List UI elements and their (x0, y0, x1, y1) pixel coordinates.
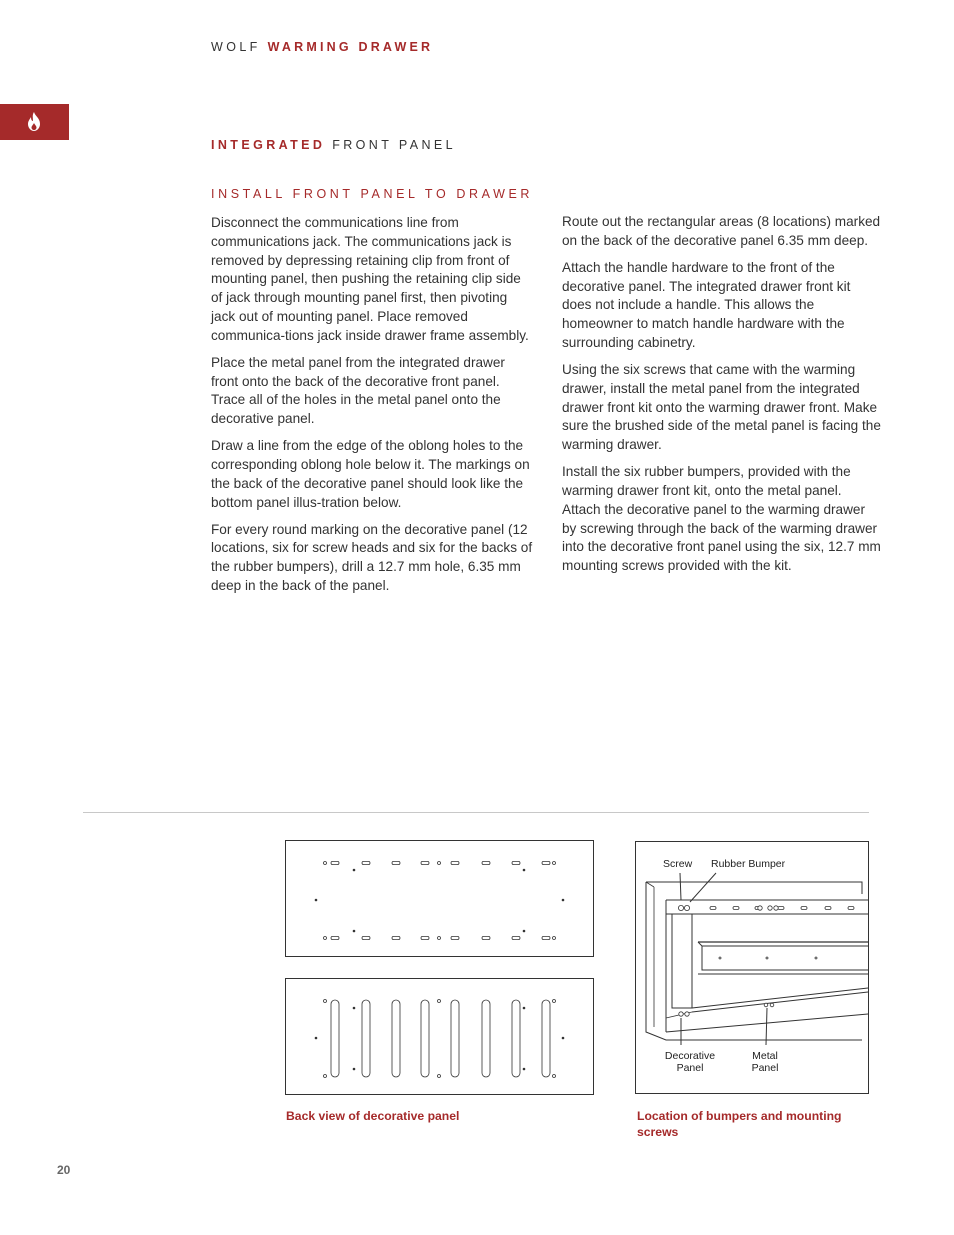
bumper-slot (848, 907, 854, 910)
label-metal: Metal (752, 1050, 778, 1062)
label-decorative-panel: Panel (676, 1062, 704, 1074)
screw-hole (770, 1003, 774, 1007)
routed-area (362, 1000, 370, 1077)
oblong-hole (421, 936, 429, 939)
bumper-slot (710, 907, 716, 910)
round-hole (438, 862, 441, 865)
section-tab (0, 104, 69, 140)
round-hole (324, 937, 327, 940)
routed-area (392, 1000, 400, 1077)
left-column (211, 214, 533, 604)
label-rubber-bumper: Rubber Bumper (711, 858, 786, 870)
label-metal-panel: Panel (751, 1062, 779, 1074)
paragraph: For every round marking on the decorative panel (12 locations, six for screw heads and six for the backs of the rubber bumpers), drill a 12.7 mm hole, 6.35 mm deep in the back of the panel. (211, 521, 533, 593)
paragraph: Draw a line from the edge of the oblong holes to the corresponding oblong hole below it. The markings on the back of the decorative panel should look like the bottom panel illus-tration below. (211, 438, 530, 510)
divider-rule (83, 812, 869, 813)
running-header (211, 40, 433, 54)
screw-hole (684, 905, 689, 910)
paragraph: Disconnect the communications line from communications jack. The communications jack is removed by depressing retaining clip from front of mounting panel, then pushing the retaining clip side of jack through mounting panel first, then pivoting jack out of mounting panel. Place removed communica-tions jack inside drawer frame assembly. (211, 215, 529, 343)
screw-hole (768, 906, 772, 910)
rail-mark (815, 957, 817, 959)
oblong-hole (331, 936, 339, 939)
oblong-hole (482, 861, 490, 864)
oblong-hole (512, 861, 520, 864)
round-hole (438, 1075, 441, 1078)
section-title-accent: INTEGRATED (211, 138, 326, 152)
oblong-hole (331, 861, 339, 864)
routed-area (482, 1000, 490, 1077)
mark-dot (523, 930, 526, 933)
bumper-slot (801, 907, 807, 910)
rail-mark (766, 957, 768, 959)
oblong-hole (421, 861, 429, 864)
oblong-hole (392, 936, 400, 939)
paragraph: Using the six screws that came with the warming drawer, install the metal panel from the integrated drawer front kit onto the warming drawer front. Make sure the brushed side of the metal panel is facing the warming drawer. (562, 361, 881, 453)
screw-hole (685, 1012, 689, 1016)
bumper-slot (825, 907, 831, 910)
right-column (562, 213, 882, 584)
oblong-hole (542, 936, 550, 939)
round-hole (553, 937, 556, 940)
screw-hole (774, 906, 778, 910)
paragraph: Install the six rubber bumpers, provided with the warming drawer front kit, onto the metal panel. Attach the decorative panel to the warming drawer by screwing through the back of the warming drawer into the decorative front panel using the six, 12.7 mm mounting screws provided with the kit. (562, 464, 881, 574)
flame-icon (27, 112, 41, 131)
oblong-hole (392, 861, 400, 864)
bumper-slot (733, 907, 739, 910)
mark-dot (562, 1037, 565, 1040)
round-hole (553, 862, 556, 865)
oblong-hole (362, 861, 370, 864)
bumper-slot (778, 907, 784, 910)
paragraph: Place the metal panel from the integrated drawer front onto the back of the decorative front panel. Trace all of the holes in the metal panel onto the decorative panel. (211, 354, 505, 427)
mark-dot (523, 1007, 526, 1010)
mark-dot (353, 1007, 356, 1010)
section-title-rest: FRONT PANEL (332, 138, 456, 152)
figure-bumper-screw-location (635, 841, 869, 1094)
mark-dot (523, 1068, 526, 1071)
caption-back-view: Back view of decorative panel (286, 1109, 460, 1123)
screw-hole (678, 905, 683, 910)
mark-dot (353, 869, 356, 872)
round-hole (324, 1075, 327, 1078)
round-hole (553, 1075, 556, 1078)
mark-dot (523, 869, 526, 872)
mark-dot (562, 899, 565, 902)
routed-area (512, 1000, 520, 1077)
mark-dot (315, 899, 318, 902)
oblong-hole (482, 936, 490, 939)
screw-hole (758, 906, 762, 910)
routed-area (421, 1000, 429, 1077)
oblong-hole (512, 936, 520, 939)
routed-area (451, 1000, 459, 1077)
mark-dot (353, 930, 356, 933)
figure-metal-panel-holes (285, 840, 594, 957)
oblong-hole (542, 861, 550, 864)
routed-area (542, 1000, 550, 1077)
header-product: WARMING DRAWER (267, 40, 434, 54)
oblong-hole (451, 936, 459, 939)
paragraph: Attach the handle hardware to the front of the decorative panel. The integrated drawer front kit does not include a handle. This allows the homeowner to match handle hardware with the surrounding cabinetry. (562, 259, 851, 350)
mark-dot (315, 1037, 318, 1040)
paragraph: Route out the rectangular areas (8 locations) marked on the back of the decorative panel 6.35 mm deep. (562, 214, 881, 248)
round-hole (438, 1000, 441, 1003)
oblong-hole (451, 861, 459, 864)
round-hole (324, 1000, 327, 1003)
label-decorative: Decorative (664, 1050, 716, 1062)
caption-bumpers-location: Location of bumpers and mounting screws (637, 1109, 842, 1139)
round-hole (438, 937, 441, 940)
oblong-hole (362, 936, 370, 939)
rail-mark (719, 957, 721, 959)
figure-decorative-panel-back (285, 978, 594, 1095)
screw-hole (764, 1003, 768, 1007)
drawer-illustration (646, 873, 868, 1045)
header-brand: WOLF (211, 40, 261, 54)
routed-area (331, 1000, 339, 1077)
round-hole (324, 862, 327, 865)
label-screw: Screw (663, 858, 693, 870)
section-title (211, 138, 456, 152)
subsection-title: INSTALL FRONT PANEL TO DRAWER (211, 187, 534, 201)
screw-hole (679, 1012, 683, 1016)
page-number: 20 (57, 1163, 71, 1177)
round-hole (553, 1000, 556, 1003)
mark-dot (353, 1068, 356, 1071)
